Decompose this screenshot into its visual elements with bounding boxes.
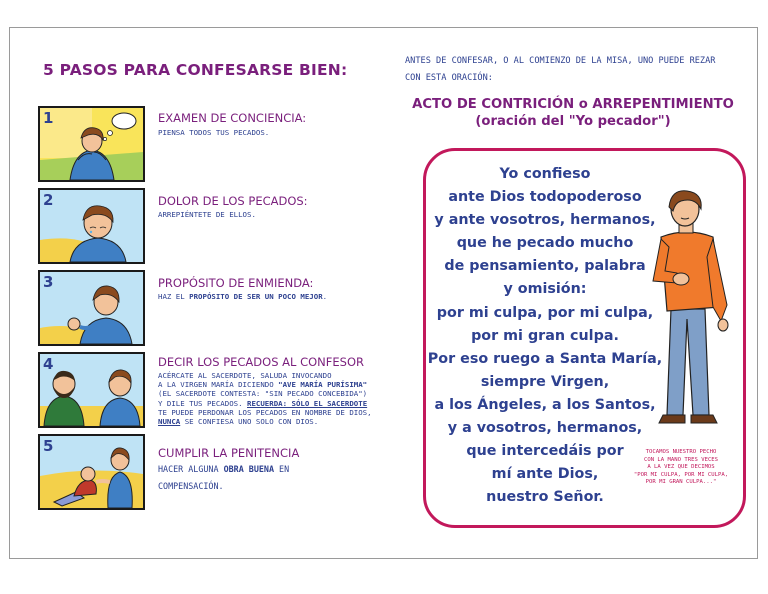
prayer-line: Por eso ruego a Santa María, — [427, 350, 663, 367]
prayer-line: y a vosotros, hermanos, — [447, 420, 643, 437]
prayer-line: que he pecado mucho — [456, 235, 634, 252]
gesture-note — [622, 449, 740, 487]
thinking-boy-icon — [40, 108, 143, 180]
step-5-description: HACER ALGUNA OBRA BUENA EN COMPENSACIÓN. — [158, 464, 290, 491]
step-number: 5 — [43, 437, 54, 455]
step-2-heading: DOLOR DE LOS PECADOS: — [158, 194, 308, 208]
praying-boy-icon — [641, 187, 733, 427]
sad-boy-icon — [40, 190, 143, 262]
helping-hand-icon — [40, 436, 143, 508]
prayer-line: ante Dios todopoderoso — [448, 189, 642, 206]
step-1-description: PIENSA TODOS TUS PECADOS. — [158, 128, 270, 137]
prayer-line: y ante vosotros, hermanos, — [434, 212, 656, 229]
step-2-description: ARREPIÉNTETE DE ELLOS. — [158, 210, 256, 219]
note-line: TOCAMOS NUESTRO PECHO — [645, 449, 717, 455]
step-3-heading: PROPÓSITO DE ENMIENDA: — [158, 276, 314, 290]
step-number: 3 — [43, 273, 54, 291]
step-5-illustration — [38, 434, 145, 510]
prayer-line: por mi gran culpa. — [471, 327, 619, 344]
prayer-line: siempre Virgen, — [480, 373, 610, 390]
note-line: CON LA MANO TRES VECES — [643, 456, 719, 463]
step-2-illustration — [38, 188, 145, 264]
prayer-title: ACTO DE CONTRICIÓN o ARREPENTIMIENTO (oración del "Yo pecador") — [412, 97, 734, 129]
step-number: 4 — [43, 355, 54, 373]
note-line: POR MI GRAN CULPA..." — [645, 479, 717, 486]
note-line: "POR MI CULPA, POR MI CULPA, — [633, 471, 729, 478]
step-5-heading: CUMPLIR LA PENITENCIA — [158, 446, 300, 460]
page-title: 5 PASOS PARA CONFESARSE BIEN: — [43, 61, 348, 79]
prayer-line: por mi culpa, por mi culpa, — [436, 304, 654, 321]
intro-text: ANTES DE CONFESAR, O AL COMIENZO DE LA MISA, UNO PUEDE REZAR CON ESTA ORACIÓN: — [405, 56, 716, 83]
prayer-line: mí ante Dios, — [491, 466, 599, 483]
note-line: A LA VEZ QUE DECIMOS — [647, 464, 715, 471]
prayer-line: de pensamiento, palabra — [444, 258, 646, 275]
prayer-line: Yo confieso — [499, 166, 591, 182]
prayer-line: y omisión: — [503, 281, 587, 298]
prayer-line: a los Ángeles, a los Santos, — [434, 396, 656, 413]
prayer-line: que intercedáis por — [466, 443, 624, 460]
step-number: 1 — [43, 109, 54, 127]
step-4-description: ACÉRCATE AL SACERDOTE, SALUDA INVOCANDO A LA VIRGEN MARÍA DICIENDO "AVE MARÍA PURÍSIMA" (EL SACERDOTE CONTESTA: "SIN PECADO CONCEBIDA") Y DILE TUS PECADOS. RECUERDA: SÓLO EL SACERDOTE TE PUEDE PERDONAR LOS PECADOS EN NOMBRE DE DIOS, NUNCA SE CONFIESA UNO SOLO CON DIOS. — [158, 371, 372, 427]
step-1-illustration — [38, 106, 145, 182]
step-3-illustration — [38, 270, 145, 346]
confession-scene-icon — [40, 354, 143, 426]
prayer-line: nuestro Señor. — [486, 489, 604, 506]
step-1-heading: EXAMEN DE CONCIENCIA: — [158, 111, 307, 125]
step-4-heading: DECIR LOS PECADOS AL CONFESOR — [158, 355, 364, 369]
step-4-illustration — [38, 352, 145, 428]
determined-boy-icon — [40, 272, 143, 344]
step-number: 2 — [43, 191, 54, 209]
step-3-description: HAZ EL PROPÓSITO DE SER UN POCO MEJOR. — [158, 292, 328, 301]
